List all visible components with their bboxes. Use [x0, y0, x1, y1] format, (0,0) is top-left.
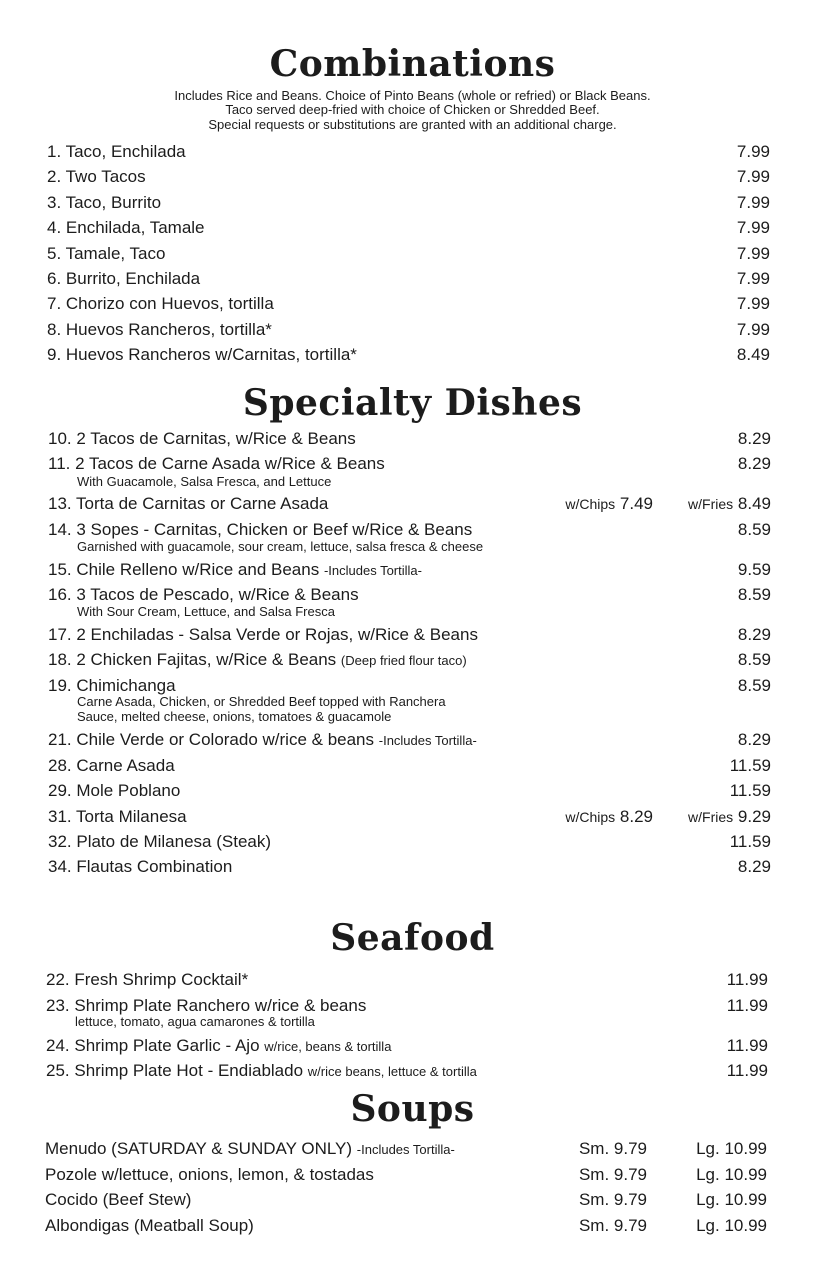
item-price: 11.59	[729, 832, 771, 851]
menu-item	[45, 1164, 767, 1186]
item-name: 10. 2 Tacos de Carnitas, w/Rice & Beans	[48, 429, 356, 448]
item-name: 6. Burrito, Enchilada	[47, 269, 201, 288]
menu-item	[47, 192, 770, 214]
menu-item	[47, 217, 770, 239]
item-name: 3. Taco, Burrito	[47, 193, 162, 212]
item-description: With Sour Cream, Lettuce, and Salsa Fresca	[77, 604, 335, 619]
large-price: Lg. 10.99	[696, 1216, 767, 1235]
item-price: 11.59	[729, 756, 771, 775]
menu-item	[47, 268, 770, 290]
item-name: 22. Fresh Shrimp Cocktail*	[46, 970, 249, 989]
item-name: 23. Shrimp Plate Ranchero w/rice & beans	[46, 996, 367, 1015]
item-description: Garnished with guacamole, sour cream, lettuce, salsa fresca & cheese	[77, 539, 484, 554]
menu-item	[48, 649, 771, 671]
item-name: 13. Torta de Carnitas or Carne Asada	[48, 494, 329, 513]
combinations-note: Special requests or substitutions are granted with an additional charge.	[208, 117, 617, 132]
item-name-text: 18. 2 Chicken Fajitas, w/Rice & Beans	[48, 650, 337, 669]
item-name: 16. 3 Tacos de Pescado, w/Rice & Beans	[48, 585, 359, 604]
menu-item	[46, 1060, 768, 1082]
menu-item	[48, 624, 771, 646]
item-name-text: 21. Chile Verde or Colorado w/rice & beans	[48, 730, 375, 749]
item-price: 11.99	[726, 1036, 768, 1055]
menu-item	[46, 969, 768, 991]
item-name: 7. Chorizo con Huevos, tortilla	[47, 294, 274, 313]
menu-item	[48, 831, 771, 853]
item-name	[48, 559, 422, 582]
item-note: -Includes Tortilla-	[323, 563, 422, 578]
item-description: Carne Asada, Chicken, or Shredded Beef topped with Ranchera	[77, 694, 446, 709]
item-price: 7.99	[736, 320, 770, 339]
soups-title: Soups	[350, 1088, 475, 1130]
item-price: 8.59	[737, 520, 771, 539]
item-price: 8.59	[737, 650, 771, 669]
menu-item	[47, 243, 770, 265]
menu-item	[48, 428, 771, 450]
item-note: (Deep fried flour taco)	[340, 653, 467, 668]
item-name	[48, 729, 477, 752]
menu-item	[48, 519, 771, 541]
large-price: Lg. 10.99	[696, 1190, 767, 1209]
item-price: 8.29	[737, 429, 771, 448]
menu-item	[45, 1189, 767, 1211]
item-name-text: 24. Shrimp Plate Garlic - Ajo	[46, 1036, 260, 1055]
menu-item	[45, 1138, 767, 1160]
small-price: Sm. 9.79	[578, 1139, 647, 1158]
item-description: Sauce, melted cheese, onions, tomatoes & guacamole	[77, 709, 392, 724]
item-name: Cocido (Beef Stew)	[45, 1190, 192, 1209]
item-name	[46, 1035, 391, 1058]
menu-item	[48, 755, 771, 777]
small-price: Sm. 9.79	[578, 1216, 647, 1235]
seafood-title: Seafood	[330, 917, 495, 959]
item-name: 14. 3 Sopes - Carnitas, Chicken or Beef w/Rice & Beans	[48, 520, 473, 539]
item-price: 7.99	[736, 269, 770, 288]
menu-item	[45, 1215, 767, 1237]
item-name: 4. Enchilada, Tamale	[47, 218, 205, 237]
fries-price: 8.49	[737, 494, 771, 513]
item-price: 8.59	[737, 585, 771, 604]
chips-price: 7.49	[619, 494, 653, 513]
item-price: 7.99	[736, 244, 770, 263]
combinations-title: Combinations	[269, 43, 556, 85]
menu-item	[47, 293, 770, 315]
item-price: 7.99	[736, 193, 770, 212]
item-name: 19. Chimichanga	[48, 676, 176, 695]
item-price: 11.99	[726, 970, 768, 989]
chips-option	[565, 493, 653, 515]
specialty-title: Specialty Dishes	[242, 382, 583, 424]
large-price: Lg. 10.99	[696, 1165, 767, 1184]
menu-item	[48, 559, 771, 581]
item-name: 32. Plato de Milanesa (Steak)	[48, 832, 272, 851]
item-name	[45, 1138, 455, 1161]
chips-price: 8.29	[619, 807, 653, 826]
small-price: Sm. 9.79	[578, 1190, 647, 1209]
item-name: 5. Tamale, Taco	[47, 244, 166, 263]
fries-option	[688, 806, 771, 828]
item-name: 34. Flautas Combination	[48, 857, 233, 876]
item-name: Pozole w/lettuce, onions, lemon, & tostadas	[45, 1165, 374, 1184]
item-name: 8. Huevos Rancheros, tortilla*	[47, 320, 272, 339]
small-price: Sm. 9.79	[578, 1165, 647, 1184]
item-name: 9. Huevos Rancheros w/Carnitas, tortilla*	[47, 345, 357, 364]
chips-label: w/Chips	[565, 809, 616, 825]
fries-label: w/Fries	[688, 809, 734, 825]
item-price: 11.99	[726, 996, 768, 1015]
menu-item	[48, 856, 771, 878]
item-price: 7.99	[736, 294, 770, 313]
menu-item	[48, 806, 771, 828]
item-name: 28. Carne Asada	[48, 756, 175, 775]
item-note: w/rice, beans & tortilla	[264, 1039, 392, 1054]
combinations-note: Taco served deep-fried with choice of Chicken or Shredded Beef.	[225, 102, 600, 117]
item-name: 11. 2 Tacos de Carne Asada w/Rice & Beans	[48, 454, 385, 473]
item-price: 8.29	[737, 857, 771, 876]
menu-item	[48, 729, 771, 751]
item-price: 8.29	[737, 625, 771, 644]
item-price: 7.99	[736, 142, 770, 161]
menu-item	[46, 1035, 768, 1057]
menu-item	[47, 319, 770, 341]
item-note: w/rice beans, lettuce & tortilla	[307, 1064, 477, 1079]
item-name: 17. 2 Enchiladas - Salsa Verde or Rojas, w/Rice & Beans	[48, 625, 478, 644]
item-price: 9.59	[737, 560, 771, 579]
chips-option	[565, 806, 653, 828]
large-price: Lg. 10.99	[696, 1139, 767, 1158]
item-name-text: Menudo (SATURDAY & SUNDAY ONLY)	[45, 1139, 353, 1158]
item-name	[46, 1060, 477, 1083]
menu-item	[48, 780, 771, 802]
item-name: 2. Two Tacos	[47, 167, 146, 186]
menu-item	[48, 453, 771, 475]
item-description: With Guacamole, Salsa Fresca, and Lettuce	[77, 474, 332, 489]
item-name-text: 15. Chile Relleno w/Rice and Beans	[48, 560, 320, 579]
item-name	[48, 649, 467, 672]
menu-item	[48, 493, 771, 515]
item-name: 29. Mole Poblano	[48, 781, 181, 800]
item-description: lettuce, tomato, agua camarones & tortilla	[75, 1014, 315, 1029]
item-name: 31. Torta Milanesa	[48, 807, 187, 826]
menu-item	[47, 141, 770, 163]
item-price: 8.49	[736, 345, 770, 364]
item-price: 11.99	[726, 1061, 768, 1080]
fries-option	[688, 493, 771, 515]
item-price: 8.29	[737, 454, 771, 473]
item-price: 8.59	[737, 676, 771, 695]
menu-item	[48, 584, 771, 606]
menu-item	[47, 344, 770, 366]
item-note: -Includes Tortilla-	[378, 733, 477, 748]
item-name: 1. Taco, Enchilada	[47, 142, 186, 161]
item-name: Albondigas (Meatball Soup)	[45, 1216, 254, 1235]
item-name-text: 25. Shrimp Plate Hot - Endiablado	[46, 1061, 304, 1080]
item-price: 7.99	[736, 218, 770, 237]
item-note: -Includes Tortilla-	[356, 1142, 455, 1157]
chips-label: w/Chips	[565, 496, 616, 512]
combinations-note: Includes Rice and Beans. Choice of Pinto Beans (whole or refried) or Black Beans.	[174, 88, 651, 103]
item-price: 7.99	[736, 167, 770, 186]
fries-price: 9.29	[737, 807, 771, 826]
item-price: 11.59	[729, 781, 771, 800]
fries-label: w/Fries	[688, 496, 734, 512]
menu-item	[47, 166, 770, 188]
item-price: 8.29	[737, 730, 771, 749]
